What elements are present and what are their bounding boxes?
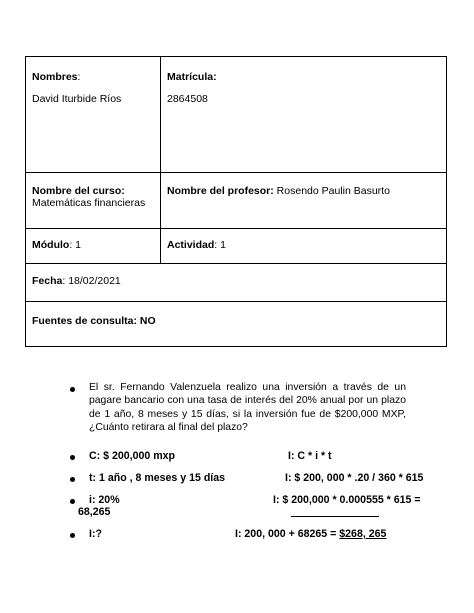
curso-value: Matemáticas financieras [32, 197, 146, 209]
nombres-colon: : [77, 71, 81, 83]
actividad-label: Actividad [167, 239, 215, 251]
modulo-label: Módulo [32, 239, 70, 251]
fecha-label: Fecha [32, 275, 63, 287]
sum-rule [291, 516, 379, 517]
interest-formula: I: C * i * t [288, 450, 332, 462]
final-amount-prefix: I: 200, 000 + 68265 = [235, 528, 340, 540]
fecha-value: : 18/02/2021 [62, 275, 121, 287]
matricula-label: Matrícula: [167, 71, 217, 83]
nombres-cell [26, 57, 161, 173]
fuentes-label: Fuentes de consulta: NO [32, 315, 156, 327]
modulo-value: : 1 [69, 239, 82, 251]
fuentes-cell [26, 302, 447, 347]
given-capital: C: $ 200,000 mxp [89, 450, 175, 462]
final-amount [235, 528, 386, 540]
bullet-icon [70, 477, 75, 482]
matricula-value: 2864508 [167, 93, 208, 105]
modulo-cell [26, 229, 161, 264]
bullet-icon [70, 499, 75, 504]
unknown-amount: I:? [89, 528, 102, 540]
interest-calculation: I: $ 200,000 * 0.000555 * 615 = [273, 494, 421, 506]
bullet-icon [70, 387, 75, 392]
bullet-icon [70, 533, 75, 538]
problem-statement: El sr. Fernando Valenzuela realizo una inversión a través de un pagare bancario con una tasa de interés del 20% anual por un plazo de 1 año, 8 meses y 15 días, si la inversión fue de $200,000 MXP, ¿Cuánto retirara al final del plazo? [89, 382, 406, 434]
given-rate: i: 20% [89, 494, 120, 506]
profesor-value: Rosendo Paulin Basurto [273, 185, 390, 197]
profesor-cell [161, 173, 447, 229]
matricula-cell [161, 57, 447, 173]
actividad-value: : 1 [214, 239, 226, 251]
profesor-label: Nombre del profesor: [167, 185, 274, 197]
header-table [25, 56, 447, 347]
curso-cell [26, 173, 161, 229]
bullet-icon [70, 455, 75, 460]
nombres-value: David Iturbide Ríos [32, 93, 122, 105]
given-time: t: 1 año , 8 meses y 15 días [89, 472, 226, 484]
interest-substitution: I: $ 200, 000 * .20 / 360 * 615 [285, 472, 424, 484]
nombres-label: Nombres [32, 71, 78, 83]
curso-label: Nombre del curso: [32, 185, 125, 197]
fecha-cell [26, 264, 447, 302]
final-amount-result: $268, 265 [339, 528, 387, 540]
interest-result: 68,265 [78, 506, 111, 518]
actividad-cell [161, 229, 447, 264]
